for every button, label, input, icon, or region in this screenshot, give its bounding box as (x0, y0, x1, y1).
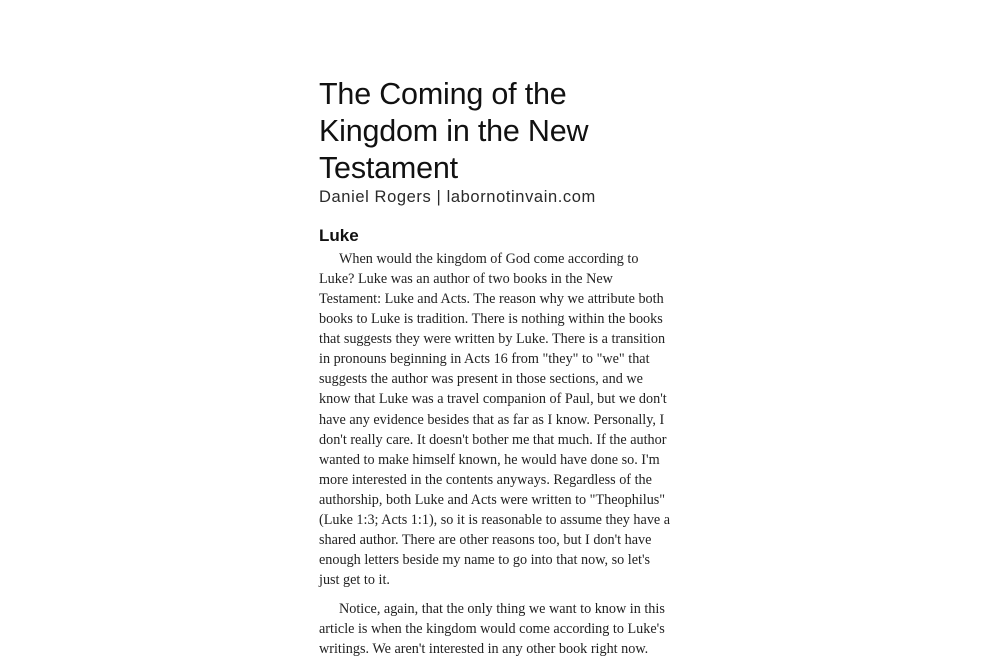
text-line: books to Luke is tradition. There is nothing within the books (319, 311, 663, 328)
article-byline: Daniel Rogers | labornotinvain.com (319, 188, 596, 206)
section-heading-luke: Luke (319, 226, 359, 245)
paragraph-1 (319, 249, 695, 590)
text-line: wanted to make himself known, he would have done so. I'm (319, 451, 660, 468)
paragraph-2 (319, 599, 695, 659)
text-line: Luke? Luke was an author of two books in the New (319, 271, 613, 288)
text-line: writings. We aren't interested in any other book right now. (319, 641, 649, 658)
text-line: When would the kingdom of God come according to (339, 251, 639, 267)
article-title (319, 76, 695, 187)
text-line: article is when the kingdom would come according to Luke's (319, 621, 665, 638)
text-line: have any evidence besides that as far as I know. Personally, I (319, 411, 665, 428)
title-line: Kingdom in the New (319, 114, 589, 148)
text-line: more interested in the contents anyways. Regardless of the (319, 471, 652, 488)
text-line: just get to it. (319, 572, 390, 588)
title-line: Testament (319, 151, 458, 185)
text-line: don't really care. It doesn't bother me that much. If the author (319, 431, 667, 448)
article (319, 76, 695, 668)
text-line: in pronouns beginning in Acts 16 from "they" to "we" that (319, 351, 650, 368)
text-line: suggests the author was present in those sections, and we (319, 371, 643, 388)
text-line: that suggests they were written by Luke. There is a transition (319, 331, 666, 348)
text-line: authorship, both Luke and Acts were written to "Theophilus" (319, 491, 666, 508)
text-line: Testament: Luke and Acts. The reason why we attribute both (319, 291, 664, 308)
text-line: (Luke 1:3; Acts 1:1), so it is reasonable to assume they have a (319, 511, 671, 528)
text-line: know that Luke was a travel companion of Paul, but we don't (319, 391, 667, 408)
text-line: Notice, again, that the only thing we want to know in this (339, 601, 665, 618)
title-line: The Coming of the (319, 77, 567, 111)
text-line: shared author. There are other reasons too, but I don't have (319, 531, 652, 548)
text-line: enough letters beside my name to go into that now, so let's (319, 551, 651, 568)
